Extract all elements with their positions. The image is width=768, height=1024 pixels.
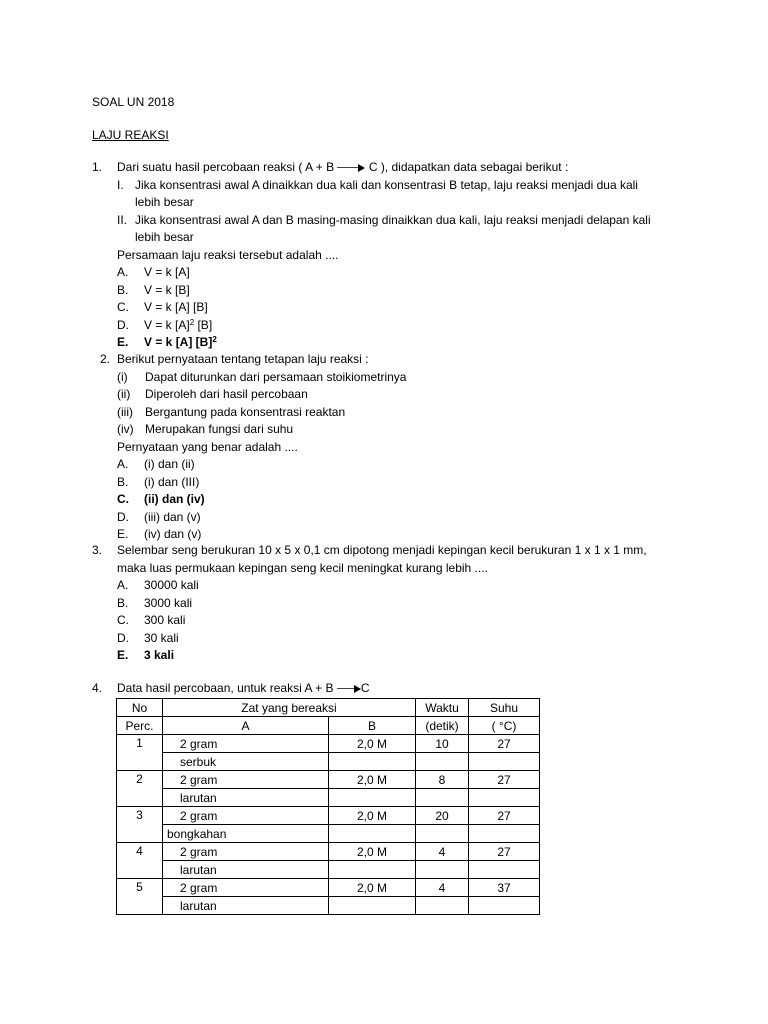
option-b xyxy=(100,474,690,492)
cell-waktu: 8 xyxy=(416,771,469,789)
table-header-row xyxy=(117,717,540,735)
cell-a: larutan xyxy=(163,897,329,915)
item-text-cont: lebih besar xyxy=(135,230,194,244)
option-text: (i) dan (ii) xyxy=(144,457,195,471)
question-stem-cont: maka luas permukaan kepingan seng kecil meningkat kurang lebih .... xyxy=(117,560,488,575)
question-3 xyxy=(92,542,682,665)
item-text: Bergantung pada konsentrasi reaktan xyxy=(145,404,346,419)
table-row xyxy=(117,753,540,771)
item-label: I. xyxy=(117,177,124,192)
question-number: 1. xyxy=(92,160,103,174)
cell-waktu: 20 xyxy=(416,807,469,825)
cell-waktu: 4 xyxy=(416,843,469,861)
question-stem: Berikut pernyataan tentang tetapan laju reaksi : xyxy=(117,352,369,366)
header-cell: Zat yang bereaksi xyxy=(163,699,416,717)
option-c xyxy=(100,491,690,509)
cell-b: 2,0 M xyxy=(329,879,416,897)
option-label: D. xyxy=(117,509,129,524)
option-label: A. xyxy=(117,265,129,279)
reaction-arrow-icon xyxy=(337,163,365,173)
table-row xyxy=(117,861,540,879)
question-number: 3. xyxy=(92,543,103,557)
question-stem-post: C xyxy=(360,681,370,695)
item-text: Dapat diturunkan dari persamaan stoikiometrinya xyxy=(145,369,407,384)
option-text: 3 kali xyxy=(144,648,175,662)
item-label: II. xyxy=(117,212,128,227)
option-text-cont: [B] xyxy=(194,317,213,332)
cell-a: larutan xyxy=(163,861,329,879)
cell-no: 3 xyxy=(117,807,163,843)
header-cell: Perc. xyxy=(117,717,163,735)
cell-a: 2 gram xyxy=(163,807,329,825)
item-text: Merupakan fungsi dari suhu xyxy=(145,422,294,436)
table-row xyxy=(117,843,540,861)
cell-a: bongkahan xyxy=(163,825,329,843)
option-label: A. xyxy=(117,457,129,471)
question-prompt: Pernyataan yang benar adalah .... xyxy=(117,439,298,454)
question-1 xyxy=(92,159,682,352)
header-cell: B xyxy=(329,717,416,735)
option-text: V = k [A] [B] xyxy=(144,335,213,349)
option-text: (iii) dan (v) xyxy=(144,509,201,524)
option-d xyxy=(100,509,690,527)
cell-suhu: 27 xyxy=(469,807,540,825)
option-label: D. xyxy=(117,630,129,645)
option-label: A. xyxy=(117,578,129,592)
option-text: (ii) dan (iv) xyxy=(144,492,205,506)
cell-suhu: 27 xyxy=(469,771,540,789)
question-4 xyxy=(92,680,682,698)
item-label: (iii) xyxy=(117,404,133,419)
option-text: V = k [B] xyxy=(144,282,190,297)
cell-a: larutan xyxy=(163,789,329,807)
option-b xyxy=(92,282,682,300)
option-text: V = k [A] xyxy=(144,317,190,332)
option-label: E. xyxy=(117,648,129,662)
option-label: E. xyxy=(117,335,129,349)
cell-a: 2 gram xyxy=(163,843,329,861)
option-b xyxy=(92,595,682,613)
item-text-cont: lebih besar xyxy=(135,195,194,209)
option-label: C. xyxy=(117,492,129,506)
option-e xyxy=(92,647,682,665)
cell-waktu: 4 xyxy=(416,879,469,897)
cell-b: 2,0 M xyxy=(329,735,416,753)
header-cell: Suhu xyxy=(469,699,540,717)
option-d xyxy=(92,630,682,648)
header-cell: ( °C) xyxy=(469,717,540,735)
question-stem-pre: Data hasil percobaan, untuk reaksi A + B xyxy=(117,681,334,695)
question-stem-post: C ), didapatkan data sebagai berikut : xyxy=(368,160,569,174)
option-label: D. xyxy=(117,317,129,332)
cell-no: 5 xyxy=(117,879,163,915)
option-e xyxy=(100,526,690,544)
option-text: 30 kali xyxy=(144,630,179,645)
item-text: Diperoleh dari hasil percobaan xyxy=(145,387,308,401)
cell-suhu: 37 xyxy=(469,879,540,897)
option-text: 30000 kali xyxy=(144,578,199,592)
option-e xyxy=(92,334,682,352)
option-label: B. xyxy=(117,595,129,610)
option-c xyxy=(92,612,682,630)
header-cell: A xyxy=(163,717,329,735)
cell-no: 4 xyxy=(117,843,163,879)
option-text: (iv) dan (v) xyxy=(144,527,202,541)
option-text: 300 kali xyxy=(144,613,186,627)
superscript: 2 xyxy=(189,317,195,327)
header-cell: Waktu xyxy=(416,699,469,717)
section-title: LAJU REAKSI xyxy=(92,128,169,142)
item-label: (ii) xyxy=(117,387,131,401)
cell-no: 2 xyxy=(117,771,163,807)
question-prompt: Persamaan laju reaksi tersebut adalah .... xyxy=(117,247,339,262)
table-row xyxy=(117,825,540,843)
question-stem-pre: Dari suatu hasil percobaan reaksi ( A + B xyxy=(117,160,335,174)
cell-a: serbuk xyxy=(163,753,329,771)
header-cell: (detik) xyxy=(416,717,469,735)
cell-b: 2,0 M xyxy=(329,807,416,825)
option-text: V = k [A] xyxy=(144,265,190,279)
option-label: E. xyxy=(117,527,129,541)
option-label: B. xyxy=(117,474,129,489)
question-stem: Selembar seng berukuran 10 x 5 x 0,1 cm dipotong menjadi kepingan kecil berukuran 1 x 1 x 1 mm, xyxy=(117,543,647,557)
question-2 xyxy=(100,351,690,544)
table-row xyxy=(117,771,540,789)
cell-a: 2 gram xyxy=(163,879,329,897)
question-number: 4. xyxy=(92,681,103,695)
table-row xyxy=(117,735,540,753)
option-text: (i) dan (III) xyxy=(144,474,200,489)
item-text: Jika konsentrasi awal A dan B masing-masing dinaikkan dua kali, laju reaksi menjadi delapan kali xyxy=(135,212,651,227)
table-row xyxy=(117,807,540,825)
option-label: B. xyxy=(117,282,129,297)
superscript: 2 xyxy=(212,335,217,344)
header-cell: No xyxy=(117,699,163,717)
page-title: SOAL UN 2018 xyxy=(92,95,175,109)
cell-b: 2,0 M xyxy=(329,771,416,789)
option-text: 3000 kali xyxy=(144,595,193,610)
option-a xyxy=(100,456,690,474)
cell-a: 2 gram xyxy=(163,771,329,789)
option-a xyxy=(92,264,682,282)
option-d xyxy=(92,317,682,335)
reaction-arrow-icon xyxy=(337,684,361,694)
item-label: (iv) xyxy=(117,422,134,436)
item-label: (i) xyxy=(117,369,128,384)
cell-no: 1 xyxy=(117,735,163,771)
cell-suhu: 27 xyxy=(469,843,540,861)
option-a xyxy=(92,577,682,595)
option-label: C. xyxy=(117,613,129,627)
table-row xyxy=(117,897,540,915)
option-label: C. xyxy=(117,300,129,314)
cell-b: 2,0 M xyxy=(329,843,416,861)
cell-a: 2 gram xyxy=(163,735,329,753)
cell-waktu: 10 xyxy=(416,735,469,753)
table-row xyxy=(117,789,540,807)
cell-suhu: 27 xyxy=(469,735,540,753)
question-number: 2. xyxy=(100,352,111,366)
option-c xyxy=(92,299,682,317)
item-text: Jika konsentrasi awal A dinaikkan dua kali dan konsentrasi B tetap, laju reaksi menjadi dua kali xyxy=(135,177,638,192)
option-text: V = k [A] [B] xyxy=(144,300,208,314)
data-table xyxy=(116,698,540,915)
table-header-row xyxy=(117,699,540,717)
table-row xyxy=(117,879,540,897)
